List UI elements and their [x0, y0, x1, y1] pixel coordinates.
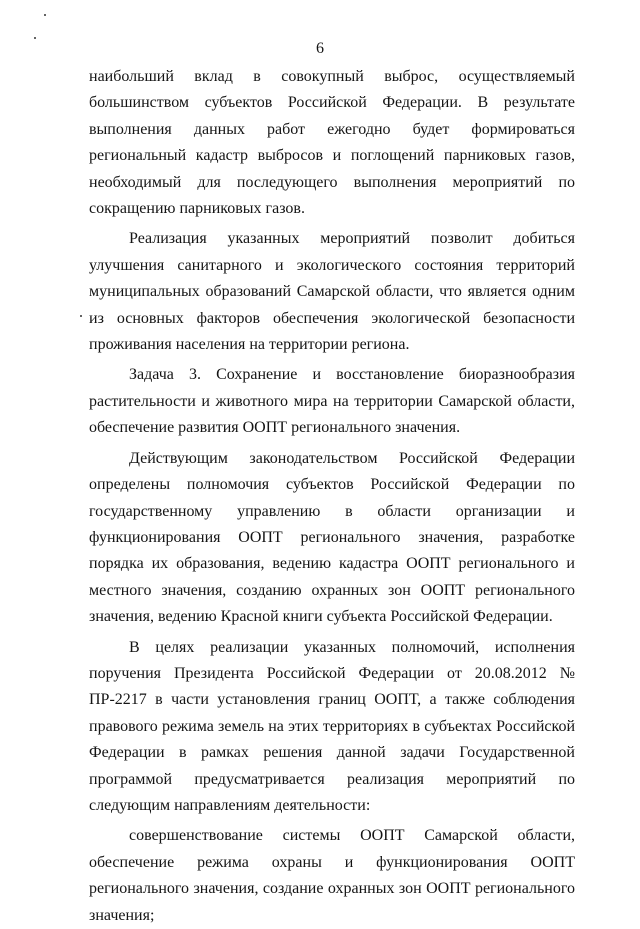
paragraph-task-3: Задача 3. Сохранение и восстановление биоразнообразия растительности и животного мира на территории Самарской области, обеспечение развития ООПТ регионального значения.	[89, 366, 575, 437]
document-body	[89, 64, 575, 929]
paragraph-measures-effect: Реализация указанных мероприятий позволит добиться улучшения санитарного и экологического состояния территорий муниципальных образований Самарской области, что является одним из основных факторов обеспечения экологической безопасности проживания населения на территории региона.	[89, 230, 575, 354]
scan-artifact	[80, 315, 82, 317]
paragraph-implementation: В целях реализации указанных полномочий, исполнения поручения Президента Российской Федерации от 20.08.2012 № ПР-2217 в части установления границ ООПТ, а также соблюдения правового режима земель на этих территориях в субъектах Российской Федерации в рамках решения данной задачи Государственной программой предусматривается реализация мероприятий по следующим направлениям деятельности:	[89, 638, 575, 814]
paragraph-emissions-cadastre: наибольший вклад в совокупный выброс, осуществляемый большинством субъектов Российской Федерации. В результате выполнения данных работ ежегодно будет формироваться региональный кадастр выбросов и поглощений парниковых газов, необходимый для последующего выполнения мероприятий по сокращению парниковых газов.	[89, 68, 575, 218]
scan-artifact	[34, 37, 36, 39]
scan-artifact	[44, 14, 46, 16]
paragraph-legislation: Действующим законодательством Российской Федерации определены полномочия субъектов Российской Федерации по государственному управлению в области организации и функционирования ООПТ регионального значения, разработке порядка их образования, ведению кадастра ООПТ регионального и местного значения, созданию охранных зон ООПТ регионального значения, ведению Красной книги субъекта Российской Федерации.	[89, 449, 575, 626]
paragraph-list-item: совершенствование системы ООПТ Самарской области, обеспечение режима охраны и функционирования ООПТ регионального значения, создание охранных зон ООПТ регионального значения;	[89, 827, 575, 924]
page-number: 6	[316, 40, 324, 57]
